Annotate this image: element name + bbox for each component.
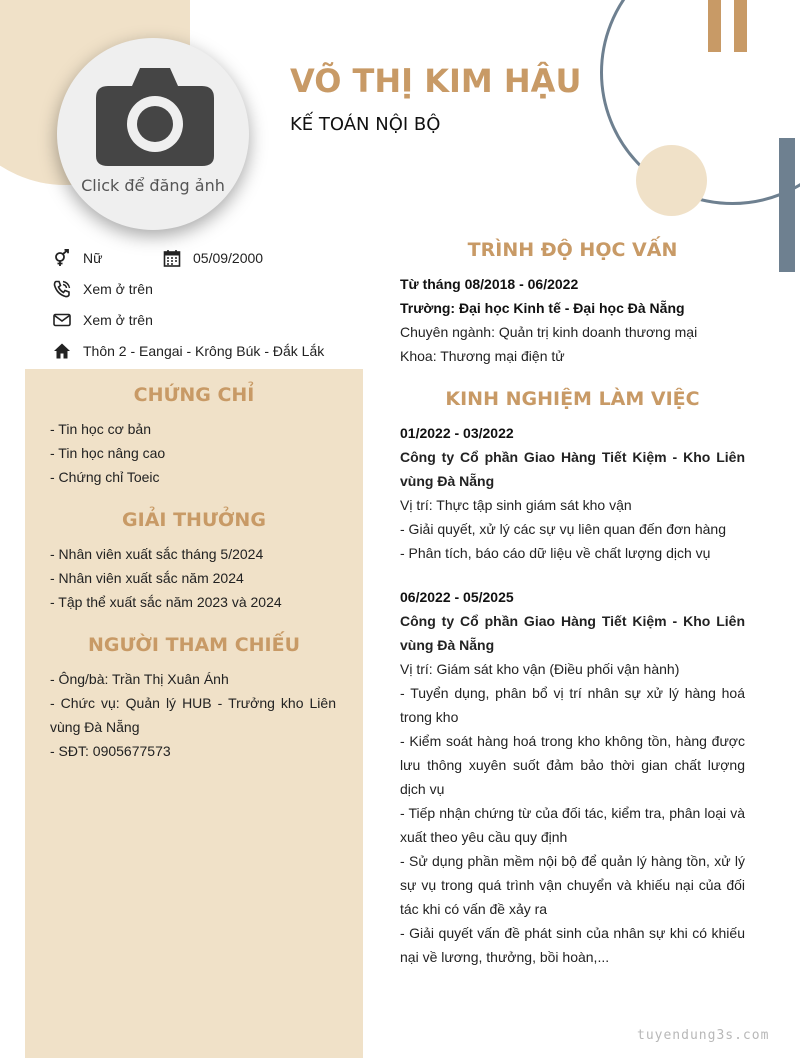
watermark: tuyendung3s.com — [637, 1028, 770, 1043]
decor-side-bar — [779, 138, 795, 272]
phone-icon — [53, 280, 71, 298]
calendar-icon — [163, 249, 181, 267]
job-period: 06/2022 - 05/2025 — [400, 589, 514, 605]
job-task: - Kiểm soát hàng hoá trong kho không tồn, hàng được lưu thông xuyên suốt đảm bảo thời gian chất lượng dịch vụ — [400, 733, 745, 797]
decor-bars — [708, 0, 748, 52]
job-task: - Tuyển dụng, phân bổ vị trí nhân sự xử lý hàng hoá trong kho — [400, 685, 745, 725]
job-task: - Giải quyết vấn đề phát sinh của nhân sự khi có khiếu nại về lương, thưởng, bồi hoàn,... — [400, 925, 745, 965]
reference-role: - Chức vụ: Quản lý HUB - Trưởng kho Liên vùng Đà Nẵng — [50, 695, 336, 735]
certificates-title: CHỨNG CHỈ — [133, 384, 255, 406]
award-item: - Nhân viên xuất sắc tháng 5/2024 — [50, 546, 264, 562]
certificate-item: - Tin học cơ bản — [50, 421, 152, 437]
gender-icon — [53, 249, 71, 267]
birthday-text: 05/09/2000 — [193, 250, 264, 266]
candidate-name: VÕ THỊ KIM HẬU — [290, 62, 582, 100]
education-school: Trường: Đại học Kinh tế - Đại học Đà Nẵng — [400, 300, 685, 316]
awards-title: GIẢI THƯỞNG — [122, 509, 266, 531]
education-faculty: Khoa: Thương mại điện tử — [400, 348, 565, 364]
education-period: Từ tháng 08/2018 - 06/2022 — [400, 276, 579, 292]
photo-upload[interactable] — [57, 38, 249, 230]
job-company: Công ty Cổ phần Giao Hàng Tiết Kiệm - Kho Liên vùng Đà Nẵng — [400, 449, 745, 489]
job-task: - Phân tích, báo cáo dữ liệu về chất lượng dịch vụ — [400, 545, 711, 561]
home-icon — [53, 342, 71, 360]
email-text: Xem ở trên — [83, 312, 153, 328]
email-icon — [53, 311, 71, 329]
award-item: - Nhân viên xuất sắc năm 2024 — [50, 570, 244, 586]
job-task: - Tiếp nhận chứng từ của đối tác, kiểm tra, phân loại và xuất theo yêu cầu quy định — [400, 805, 745, 845]
job-company: Công ty Cổ phần Giao Hàng Tiết Kiệm - Kho Liên vùng Đà Nẵng — [400, 613, 745, 653]
job-task: - Sử dụng phần mềm nội bộ để quản lý hàng tồn, xử lý sự vụ trong quá trình vận chuyển và khiếu nại của đối tác khi có vấn đề xảy ra — [400, 853, 745, 917]
experience-title: KINH NGHIỆM LÀM VIỆC — [445, 388, 700, 410]
education-title: TRÌNH ĐỘ HỌC VẤN — [467, 239, 678, 261]
address-text: Thôn 2 - Eangai - Krông Búk - Đắk Lắk — [83, 343, 325, 359]
decor-dot — [636, 145, 707, 216]
candidate-position: KẾ TOÁN NỘI BỘ — [290, 114, 441, 135]
job-role: Vị trí: Giám sát kho vận (Điều phối vận hành) — [400, 661, 680, 677]
award-item: - Tập thể xuất sắc năm 2023 và 2024 — [50, 594, 282, 610]
phone-text: Xem ở trên — [83, 281, 153, 297]
reference-phone: - SĐT: 0905677573 — [50, 743, 171, 759]
left-panel — [25, 369, 363, 1058]
job-period: 01/2022 - 03/2022 — [400, 425, 514, 441]
camera-icon — [96, 64, 214, 166]
job-task: - Giải quyết, xử lý các sự vụ liên quan đến đơn hàng — [400, 521, 726, 537]
education-major: Chuyên ngành: Quản trị kinh doanh thương mại — [400, 324, 698, 340]
reference-name: - Ông/bà: Trần Thị Xuân Ánh — [50, 671, 229, 687]
job-role: Vị trí: Thực tập sinh giám sát kho vận — [400, 497, 632, 513]
certificate-item: - Chứng chỉ Toeic — [50, 469, 160, 485]
gender-text: Nữ — [83, 250, 103, 266]
certificate-item: - Tin học nâng cao — [50, 445, 166, 461]
references-title: NGƯỜI THAM CHIẾU — [87, 634, 301, 656]
photo-upload-label: Click để đăng ảnh — [81, 176, 225, 195]
